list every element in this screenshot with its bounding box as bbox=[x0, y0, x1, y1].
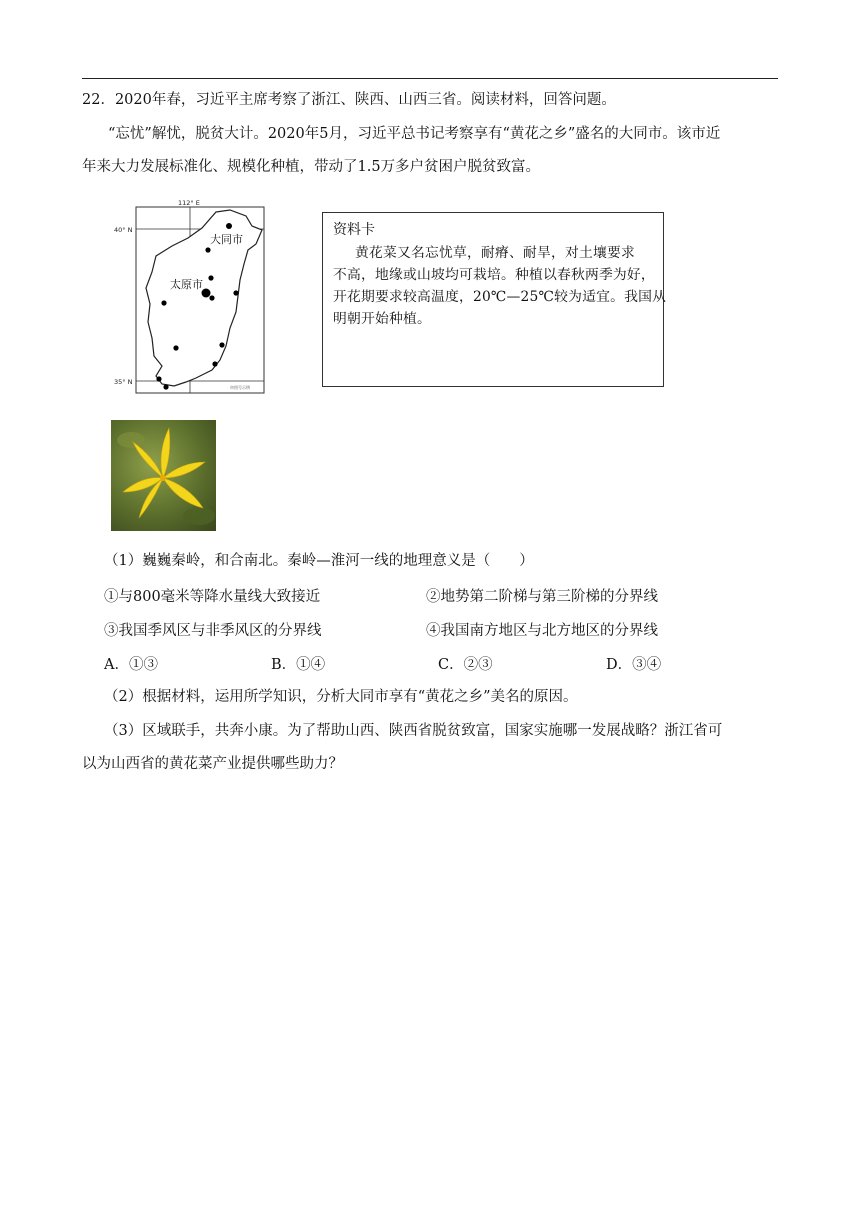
city-dot bbox=[161, 300, 166, 305]
flower-icon bbox=[111, 420, 216, 531]
city-dot bbox=[219, 342, 224, 347]
lat-top-label: 40° N bbox=[114, 226, 133, 234]
q1-statement-4: ④我国南方地区与北方地区的分界线 bbox=[426, 623, 658, 639]
q3-line-1: （3）区域联手，共奔小康。为了帮助山西、陕西省脱贫致富，国家实施哪一发展战略？浙江省可 bbox=[104, 723, 723, 739]
daylily-photo bbox=[111, 420, 216, 531]
taiyuan-label: 太原市 bbox=[170, 278, 203, 291]
q1-option-d: D．③④ bbox=[606, 657, 662, 673]
map-credit: 审图号示例 bbox=[230, 385, 250, 390]
info-card-line: 黄花菜又名忘忧草，耐瘠、耐旱，对土壤要求 bbox=[355, 245, 635, 261]
info-card-title: 资料卡 bbox=[333, 222, 375, 238]
q1-statement-1: ①与800毫米等降水量线大致接近 bbox=[104, 589, 321, 605]
city-dot bbox=[212, 361, 217, 366]
material-line-1: “忘忧”解忧，脱贫大计。2020年5月，习近平总书记考察享有“黄花之乡”盛名的大同市。该市近 bbox=[108, 126, 721, 142]
datong-label: 大同市 bbox=[210, 233, 243, 246]
city-dot bbox=[173, 345, 178, 350]
city-dot bbox=[208, 275, 213, 280]
city-dot bbox=[156, 376, 161, 381]
info-card bbox=[322, 212, 667, 387]
q1-option-a: A．①③ bbox=[104, 657, 158, 673]
city-dot bbox=[209, 295, 214, 300]
q1-statement-2: ②地势第二阶梯与第三阶梯的分界线 bbox=[426, 589, 658, 605]
q1-stem: （1）巍巍秦岭，和合南北。秦岭—淮河一线的地理意义是（ ） bbox=[104, 553, 534, 569]
lat-bottom-label: 35° N bbox=[114, 378, 133, 386]
shanxi-map bbox=[112, 198, 268, 396]
city-dot bbox=[233, 290, 238, 295]
q1-option-c: C．②③ bbox=[438, 657, 493, 673]
lon-label: 112° E bbox=[178, 199, 200, 207]
city-dot bbox=[226, 223, 232, 229]
header-rule bbox=[82, 78, 778, 79]
q2-stem: （2）根据材料，运用所学知识，分析大同市享有“黄花之乡”美名的原因。 bbox=[104, 689, 578, 705]
shanxi-outline bbox=[146, 210, 262, 386]
info-card-line: 开花期要求较高温度，20℃—25℃较为适宜。我国从 bbox=[333, 289, 667, 305]
q1-statement-3: ③我国季风区与非季风区的分界线 bbox=[104, 623, 322, 639]
material-line-2: 年来大力发展标准化、规模化种植，带动了1.5万多户贫困户脱贫致富。 bbox=[82, 159, 541, 175]
city-dot bbox=[163, 384, 168, 389]
city-dot bbox=[205, 247, 210, 252]
info-card-line: 不高，地缘或山坡均可栽培。种植以春秋两季为好， bbox=[333, 267, 655, 283]
q1-option-b: B．①④ bbox=[271, 657, 326, 673]
question-header: 22．2020年春，习近平主席考察了浙江、陕西、山西三省。阅读材料，回答问题。 bbox=[82, 92, 616, 108]
q3-line-2: 以为山西省的黄花菜产业提供哪些助力？ bbox=[82, 756, 343, 772]
info-card-line: 明朝开始种植。 bbox=[333, 311, 431, 327]
